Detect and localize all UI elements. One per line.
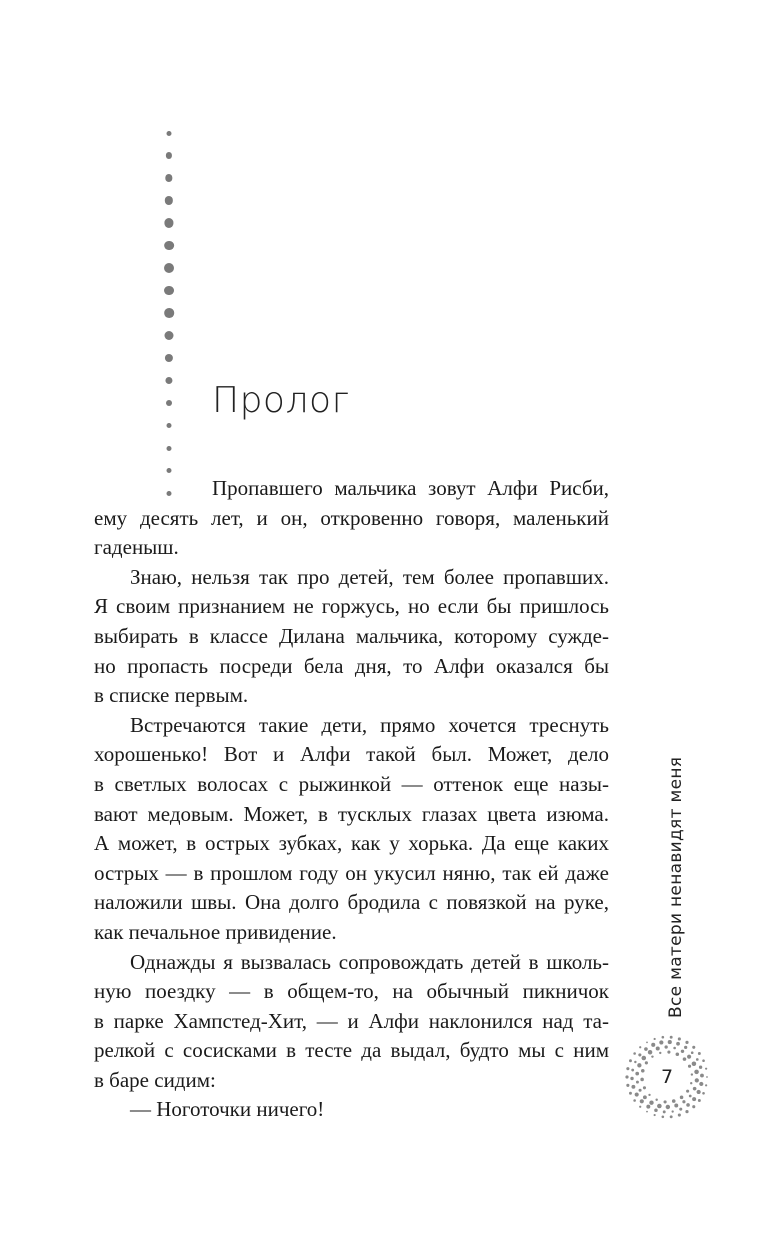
text-line: выбирать в классе Дилана мальчика, которому сужде-: [94, 623, 609, 648]
chapter-title: Пролог: [212, 380, 350, 421]
decorative-dot: [166, 152, 172, 158]
text-line: как печальное привидение.: [94, 919, 337, 944]
text-line: ему десять лет, и он, откровенно говоря, маленький: [94, 505, 609, 530]
text-line: в парке Хампстед-Хит, — и Алфи наклонился над та-: [94, 1008, 609, 1033]
text-line: гаденыш.: [94, 535, 179, 560]
decorative-dot: [167, 446, 172, 451]
text-line: Однажды я вызвалась сопровождать детей в школь-: [130, 949, 609, 974]
decorative-dot: [165, 377, 172, 384]
decorative-dot: [167, 423, 172, 428]
text-line: в баре сидим:: [94, 1067, 216, 1092]
decorative-dot: [164, 241, 174, 251]
text-line: острых — в прошлом году он укусил няню, так ей даже: [94, 860, 609, 885]
decorative-dot: [165, 174, 172, 181]
text-line: А может, в острых зубках, как у хорька. Да еще каких: [94, 831, 609, 856]
decorative-dot: [164, 308, 174, 318]
text-line: но пропасть посреди бела дня, то Алфи оказался бы: [94, 653, 609, 678]
text-line: наложили швы. Она долго бродила с повязкой на руке,: [94, 890, 609, 915]
text-line: — Ноготочки ничего!: [130, 1097, 325, 1122]
decorative-dot: [164, 331, 173, 340]
text-line: Пропавшего мальчика зовут Алфи Рисби,: [212, 476, 609, 500]
decorative-dot: [164, 286, 174, 296]
text-line: Встречаются такие дети, прямо хочется треснуть: [130, 712, 609, 737]
decorative-dot: [164, 263, 174, 273]
text-line: Я своим признанием не горжусь, но если бы пришлось: [94, 594, 609, 619]
text-line: в светлых волосах с рыжинкой — оттенок еще назы-: [94, 771, 609, 796]
text-line: хорошенько! Вот и Алфи такой был. Может, дело: [94, 742, 609, 767]
decorative-dot: [167, 131, 172, 136]
page-number: 7: [660, 1066, 674, 1088]
running-header: Все матери ненавидят меня: [666, 756, 686, 1018]
decorative-dot: [165, 196, 173, 204]
decorative-dot: [166, 400, 172, 406]
decorative-dot: [167, 468, 172, 473]
text-line: релкой с сосисками в тесте да выдал, будто мы с ним: [94, 1038, 609, 1063]
text-line: в списке первым.: [94, 683, 249, 708]
decorative-dot: [164, 218, 173, 227]
page-number-badge: [622, 1032, 712, 1122]
text-line: вают медовым. Может, в тусклых глазах цвета изюма.: [94, 801, 609, 826]
decorative-dot: [165, 354, 173, 362]
body-text: [94, 474, 609, 1125]
text-line: ную поездку — в общем-то, на обычный пикничок: [94, 979, 609, 1004]
text-line: Знаю, нельзя так про детей, тем более пропавших.: [130, 564, 609, 589]
decorative-dotted-line: [162, 128, 176, 498]
